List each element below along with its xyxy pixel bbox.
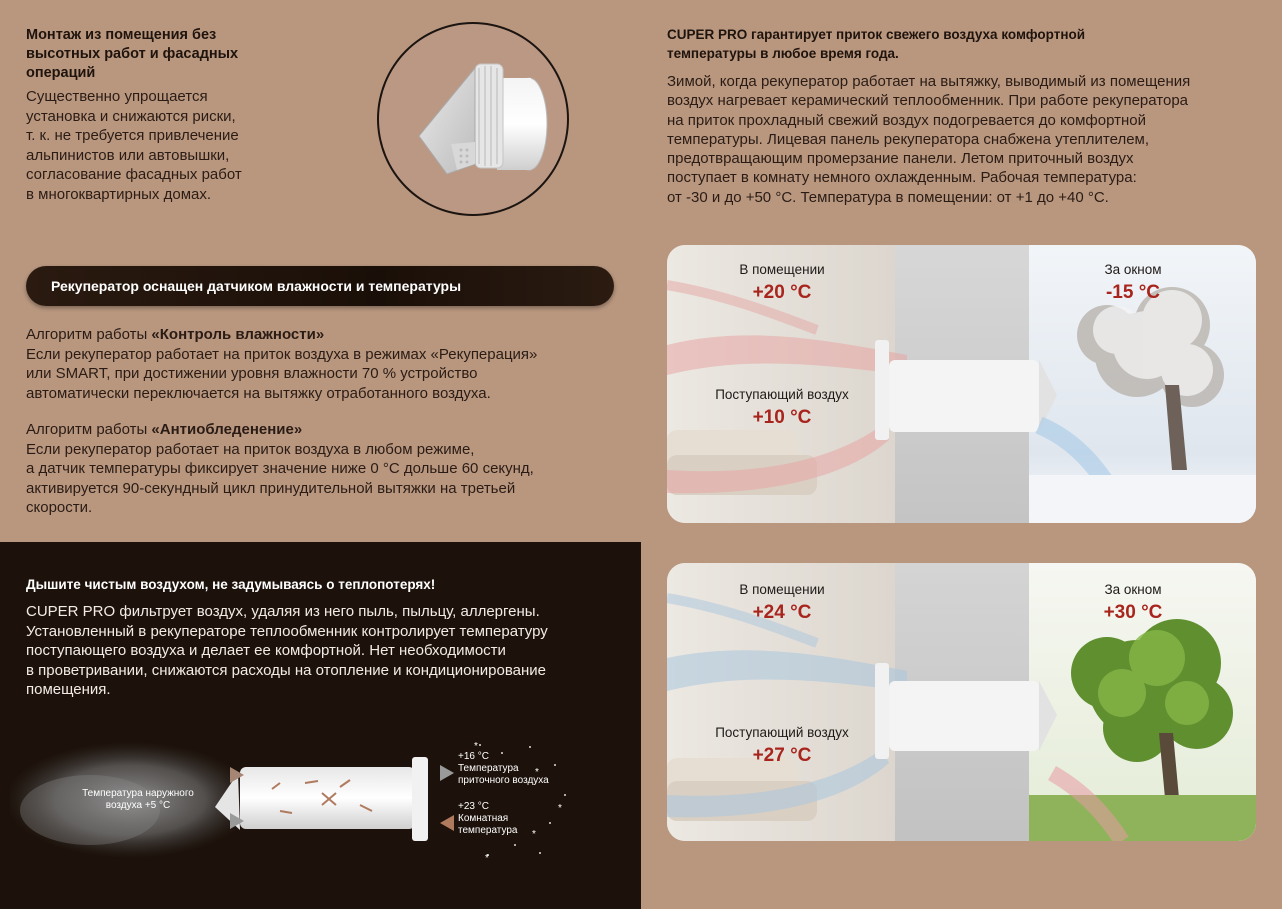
room-label-line: Комнатная: [458, 813, 509, 824]
summer-indoor-label: В помещении: [739, 582, 825, 597]
dark-line: помещения.: [26, 681, 111, 698]
mounting-text-line: установка и снижаются риски,: [26, 107, 236, 125]
supply-label-line: приточного воздуха: [458, 775, 549, 786]
summer-supply-label: Поступающий воздух: [715, 725, 849, 740]
winter-outdoor-value: -15 °С: [1105, 282, 1161, 303]
svg-text:*: *: [532, 829, 536, 840]
algo-line: активируется 90-секундный цикл принудительной вытяжки на третьей: [26, 479, 516, 497]
summer-outdoor-value: +30 °С: [1103, 602, 1163, 623]
dark-line: в проветривании, снижаются расходы на отопление и кондиционирование: [26, 661, 546, 679]
mounting-title-line: операций: [26, 65, 96, 81]
cuper-line: поступает в комнату немного охлажденным. Рабочая температура:: [667, 169, 1137, 187]
cuper-title-line: температуры в любое время года.: [667, 45, 899, 61]
algo-line: Если рекуператор работает на приток воздуха в режимах «Рекуперация»: [26, 345, 538, 363]
dark-text: [26, 602, 626, 700]
mounting-title-line: высотных работ и фасадных: [26, 46, 239, 62]
cuper-line: на приток прохладный свежий воздух подогревается до комфортной: [667, 111, 1146, 129]
algo-line: автоматически переключается на вытяжку отработанного воздуха.: [26, 384, 491, 402]
supply-label-line: Температура: [458, 763, 519, 774]
winter-indoor-label: В помещении: [739, 262, 825, 277]
mounting-text: [26, 87, 286, 204]
algo-name: «Контроль влажности»: [151, 326, 325, 343]
cuper-title: [667, 26, 1227, 63]
svg-text:*: *: [558, 803, 562, 814]
algo-line: Если рекуператор работает на приток воздуха в любом режиме,: [26, 440, 475, 458]
cuper-title-line: CUPER PRO гарантирует приток свежего воздуха комфортной: [667, 27, 1086, 42]
outdoor-label-line: Температура наружного: [82, 788, 194, 799]
outdoor-temp-label: [68, 788, 208, 812]
algo-line: или SMART, при достижении уровня влажности 70 % устройство: [26, 365, 478, 382]
algo-humidity-block: [26, 325, 616, 403]
svg-text:*: *: [474, 741, 478, 752]
dark-line: CUPER PRO фильтрует воздух, удаляя из него пыль, пыльцу, аллергены.: [26, 603, 540, 620]
room-label-line: температура: [458, 825, 518, 836]
mounting-text-line: альпинистов или автовышки,: [26, 146, 230, 164]
summer-outdoor-label: За окном: [1104, 582, 1162, 597]
mounting-text-line: согласование фасадных работ: [26, 166, 242, 183]
winter-scene-card: [667, 245, 1256, 523]
winter-supply-label: Поступающий воздух: [715, 387, 849, 402]
winter-indoor-value: +20 °С: [752, 282, 812, 303]
outdoor-label-line: воздуха +5 °С: [105, 800, 171, 811]
mounting-title-line: Монтаж из помещения без: [26, 27, 217, 43]
summer-supply-value: +27 °С: [752, 745, 812, 766]
mounting-text-line: в многоквартирных домах.: [26, 185, 212, 203]
algo-antiice-heading: [26, 420, 616, 440]
summer-scene-card: [667, 563, 1256, 841]
cuper-line: от -30 и до +50 °С. Температура в помещении: от +1 до +40 °С.: [667, 188, 1109, 206]
dark-title: Дышите чистым воздухом, не задумываясь о теплопотерях!: [26, 577, 436, 592]
supply-temp-label: [458, 751, 549, 787]
svg-text:*: *: [485, 853, 489, 864]
winter-supply-value: +10 °С: [752, 407, 812, 428]
algo-line: скорости.: [26, 499, 93, 516]
summer-indoor-value: +24 °С: [752, 602, 812, 623]
algo-prefix: Алгоритм работы: [26, 421, 152, 438]
device-closeup-image: [377, 22, 569, 216]
svg-text:*: *: [535, 767, 539, 778]
cuper-text: [667, 72, 1267, 207]
dark-line: поступающего воздуха и делает ее комфортной. Нет необходимости: [26, 642, 506, 659]
cuper-line: воздух нагревает керамический теплообменник. При работе рекуператора: [667, 92, 1189, 110]
cuper-line: предотвращающим промерзание панели. Летом приточный воздух: [667, 150, 1134, 168]
algo-prefix: Алгоритм работы: [26, 326, 152, 343]
dark-line: Установленный в рекуператоре теплообменник контролирует температуру: [26, 622, 548, 640]
mounting-title: [26, 26, 286, 83]
device-diagram: [10, 735, 630, 875]
mounting-text-line: т. к. не требуется привлечение: [26, 127, 239, 144]
supply-temp-value: +16 °С: [458, 751, 489, 762]
sensor-banner: Рекуператор оснащен датчиком влажности и температуры: [26, 266, 614, 306]
cuper-line: температуры. Лицевая панель рекуператора снабжена утеплителем,: [667, 130, 1150, 148]
algo-line: а датчик температуры фиксирует значение ниже 0 °С дольше 60 секунд,: [26, 460, 534, 477]
room-temp-label: [458, 801, 518, 837]
algo-name: «Антиобледенение»: [151, 421, 303, 438]
room-temp-value: +23 °С: [458, 801, 489, 812]
algo-antiice-block: [26, 420, 616, 518]
mounting-text-line: Существенно упрощается: [26, 88, 208, 105]
algo-humidity-heading: [26, 325, 616, 345]
cuper-line: Зимой, когда рекуператор работает на вытяжку, выводимый из помещения: [667, 73, 1191, 90]
winter-outdoor-label: За окном: [1104, 262, 1162, 277]
